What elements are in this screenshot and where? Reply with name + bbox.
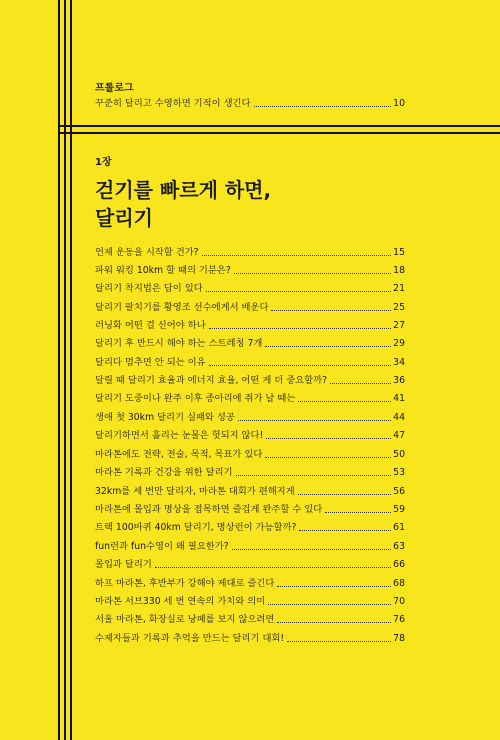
toc-entry-page: 18 [393,265,405,276]
toc-entry-title: 트랙 100바퀴 40km 달리기, 명상런이 가능할까? [95,522,297,533]
toc-entry[interactable] [95,338,405,350]
toc-entry-title: 달릴 때 달리기 효율과 에너지 효율, 어떤 게 더 중요할까? [95,375,328,386]
toc-entry-title: 언제 운동을 시작할 건가? [95,247,199,258]
toc-entry-page: 15 [393,247,405,258]
dot-leader [287,641,391,642]
toc-entry-title: 달리기 팔치기를 황영조 선수에게서 배운다 [95,302,269,313]
dot-leader [232,549,391,550]
toc-entry-page: 27 [393,320,405,331]
dot-leader [325,512,391,513]
dot-leader [298,401,391,402]
toc-entry-title: 하프 마라톤, 후반부가 강해야 제대로 즐긴다 [95,578,275,589]
toc-entry-title: 달리기 도중이나 완주 이후 종아리에 쥐가 날 때는 [95,393,296,404]
toc-entry-page: 76 [393,614,405,625]
toc-entry[interactable] [95,302,405,314]
toc-entry[interactable] [95,265,405,277]
horizontal-rule-1 [58,125,500,127]
vertical-rule-3 [70,0,72,740]
toc-entry-title: 수제자들과 기록과 추억을 만드는 달리기 대회! [95,633,285,644]
toc-entry-page: 29 [393,338,405,349]
toc-entry[interactable] [95,375,405,387]
prologue-entry[interactable] [95,98,405,110]
toc-entry-title: 서울 마라톤, 화장실로 낭패를 보지 않으려면 [95,614,275,625]
dot-leader [268,604,391,605]
toc-entry[interactable] [95,596,405,608]
dot-leader [271,310,391,311]
toc-entry[interactable] [95,486,405,498]
dot-leader [209,365,392,366]
dot-leader [277,622,391,623]
toc-entry[interactable] [95,578,405,590]
dot-leader [234,273,391,274]
toc-entry-page: 47 [393,430,405,441]
toc-entry-page: 56 [393,486,405,497]
dot-leader [330,383,391,384]
toc-entry-title: 달리기 착지법은 답이 있다 [95,283,203,294]
toc-entry[interactable] [95,320,405,332]
toc-entry-page: 78 [393,633,405,644]
chapter-title-line-1: 걷기를 빠르게 하면, [95,178,272,202]
toc-entry-page: 25 [393,302,405,313]
toc-entry-page: 63 [393,541,405,552]
toc-entry-title: 32km를 세 번만 달리자, 마라톤 대회가 편해지게 [95,486,295,497]
toc-entry[interactable] [95,247,405,259]
toc-entry[interactable] [95,393,405,405]
dot-leader [202,255,392,256]
toc-entry-title: 꾸준히 달리고 수영하면 기적이 생긴다 [95,98,251,109]
toc-entry-title: fun런과 fun수영이 왜 필요한가? [95,541,229,552]
dot-leader [254,106,392,107]
toc-entry-page: 68 [393,578,405,589]
toc-entry-title: 마라톤 서브330 세 번 연속의 가치와 의미 [95,596,266,607]
toc-entry[interactable] [95,412,405,424]
chapter-title-line-2: 달리기 [95,206,153,230]
dot-leader [266,438,391,439]
dot-leader [265,346,391,347]
toc-entry-page: 66 [393,559,405,570]
toc-entry-page: 44 [393,412,405,423]
dot-leader [265,457,391,458]
toc-entry[interactable] [95,614,405,626]
toc-entry-page: 10 [393,98,405,109]
dot-leader [155,567,391,568]
dot-leader [206,291,392,292]
toc-entry-title: 마라톤에 몰입과 명상을 접목하면 즐겁게 완주할 수 있다 [95,504,323,515]
toc-entry-title: 달리기 후 반드시 해야 하는 스트레칭 7개 [95,338,263,349]
toc-entry[interactable] [95,559,405,571]
toc-entry-title: 달리다 멈추면 안 되는 이유 [95,357,206,368]
toc-entry[interactable] [95,504,405,516]
dot-leader [238,420,391,421]
toc-entry[interactable] [95,430,405,442]
dot-leader [236,475,392,476]
toc-entry-page: 61 [393,522,405,533]
horizontal-rule-2 [58,132,500,134]
toc-entry[interactable] [95,283,405,295]
toc-entry-title: 몰입과 달리기 [95,559,152,570]
toc-entry-title: 달리기하면서 흘리는 눈물은 헛되지 않다! [95,430,264,441]
toc-entry-page: 21 [393,283,405,294]
toc-entry-page: 59 [393,504,405,515]
toc-entry-title: 파워 워킹 10km 할 때의 기분은? [95,265,231,276]
prologue-heading: 프롤로그 [95,83,134,94]
dot-leader [209,328,392,329]
toc-entry-page: 41 [393,393,405,404]
chapter-number: 1장 [95,157,112,168]
toc-entry-page: 34 [393,357,405,368]
toc-entry-title: 마라톤 기록과 건강을 위한 달리기 [95,467,233,478]
toc-entry-page: 70 [393,596,405,607]
toc-entry[interactable] [95,357,405,369]
toc-entry-page: 53 [393,467,405,478]
toc-entry[interactable] [95,633,405,645]
toc-entry-title: 마라톤에도 전략, 전술, 목적, 목표가 있다 [95,449,263,460]
toc-entry[interactable] [95,467,405,479]
vertical-rule-2 [64,0,66,740]
toc-entry-title: 러닝화 어떤 걸 신어야 하나 [95,320,206,331]
toc-entry[interactable] [95,541,405,553]
dot-leader [277,586,391,587]
dot-leader [298,494,392,495]
vertical-rule-1 [58,0,60,740]
toc-entry-title: 생애 첫 30km 달리기 실패와 성공 [95,412,235,423]
toc-entry-page: 50 [393,449,405,460]
dot-leader [299,530,391,531]
toc-entry-page: 36 [393,375,405,386]
chapter-title [95,176,395,232]
toc-entry[interactable] [95,449,405,461]
toc-entry[interactable] [95,522,405,534]
